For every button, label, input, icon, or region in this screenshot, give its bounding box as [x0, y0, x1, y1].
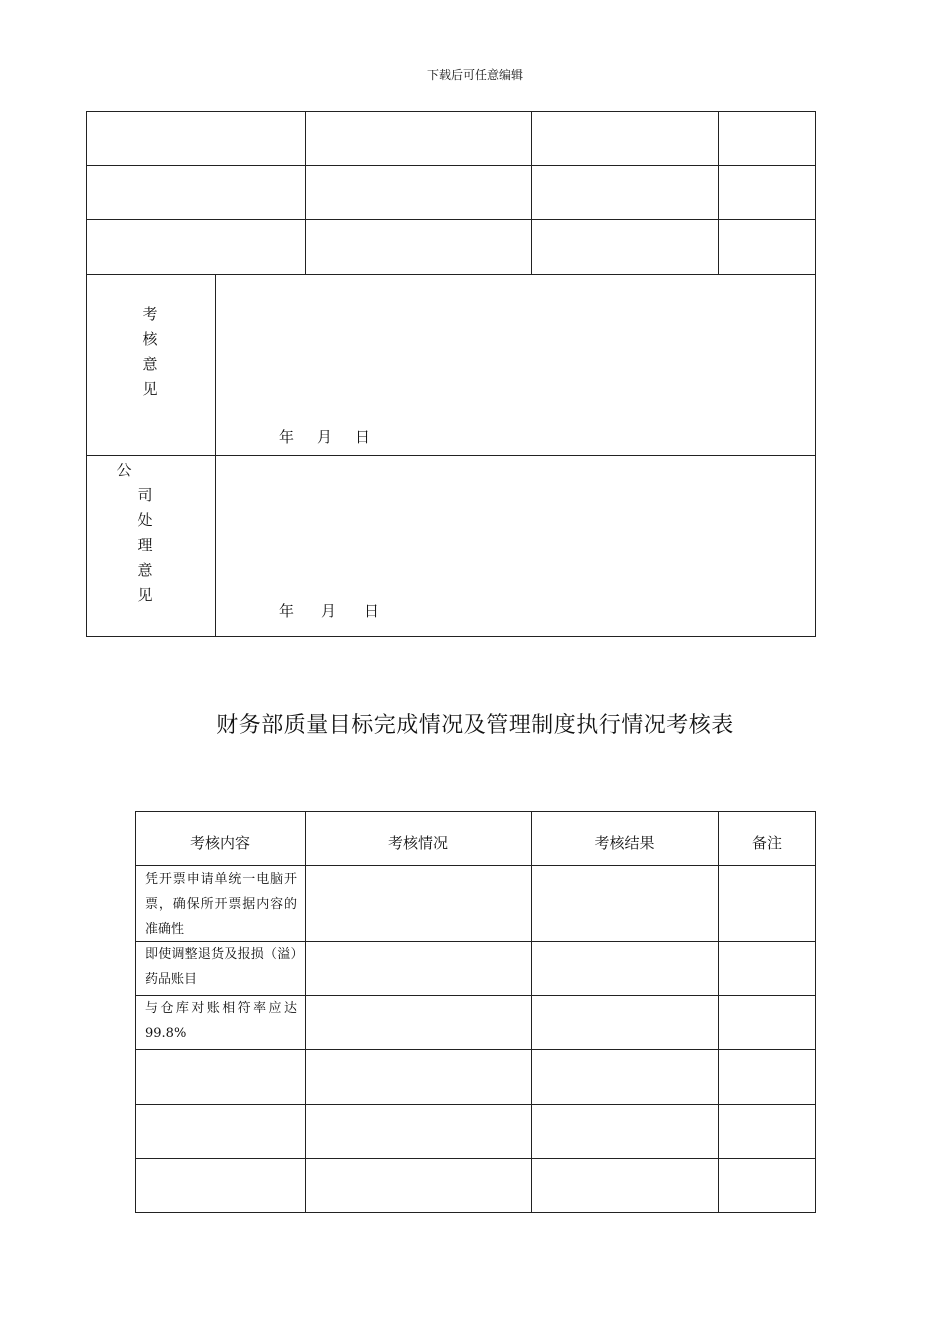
company-label-char: 理: [137, 536, 153, 554]
bottom-table-col-line: [305, 811, 306, 1213]
bottom-table-row-line: [135, 1158, 816, 1159]
date-year: 年: [279, 602, 295, 620]
page-header-note: 下载后可任意编辑: [426, 68, 523, 82]
company-label-char: 司: [137, 486, 153, 504]
company-label-char: 处: [137, 511, 153, 529]
top-table-col-line: [305, 111, 306, 274]
opinion-label-char: 见: [142, 380, 158, 398]
top-table-row-line: [86, 455, 816, 456]
header-assessment-status: 考核情况: [387, 834, 448, 852]
bottom-table-row-line: [135, 1104, 816, 1105]
date-day: 日: [364, 602, 380, 620]
table-row-content: 与仓库对账相符率应达99.8%: [145, 1001, 297, 1041]
bottom-table-col-line: [531, 811, 532, 1213]
top-table-row-line: [86, 219, 816, 220]
header-assessment-content: 考核内容: [189, 834, 250, 852]
company-label-char: 见: [137, 586, 153, 604]
header-assessment-result: 考核结果: [594, 834, 655, 852]
top-table-label-col-line: [215, 274, 216, 637]
top-table-col-line: [531, 111, 532, 274]
top-table-col-line: [718, 111, 719, 274]
company-label-char: 意: [137, 561, 153, 579]
date-year: 年: [279, 428, 295, 446]
bottom-table-col-line: [718, 811, 719, 1213]
opinion-label-char: 考: [142, 305, 158, 323]
opinion-label-char: 核: [142, 330, 158, 348]
date-day: 日: [355, 428, 371, 446]
table-row-content: 即使调整退货及报损（溢）药品账目: [145, 947, 297, 987]
top-table-row-line: [86, 165, 816, 166]
header-remarks: 备注: [751, 834, 782, 852]
date-month: 月: [321, 602, 337, 620]
top-table-border: [86, 111, 816, 637]
page-title: 财务部质量目标完成情况及管理制度执行情况考核表: [216, 713, 734, 738]
top-table-row-line: [86, 274, 816, 275]
opinion-label-char: 意: [142, 355, 158, 373]
date-month: 月: [317, 428, 333, 446]
company-label-char: 公: [116, 461, 132, 479]
bottom-table-row-line: [135, 1049, 816, 1050]
table-row-content: 凭开票申请单统一电脑开票，确保所开票据内容的准确性: [145, 872, 297, 937]
